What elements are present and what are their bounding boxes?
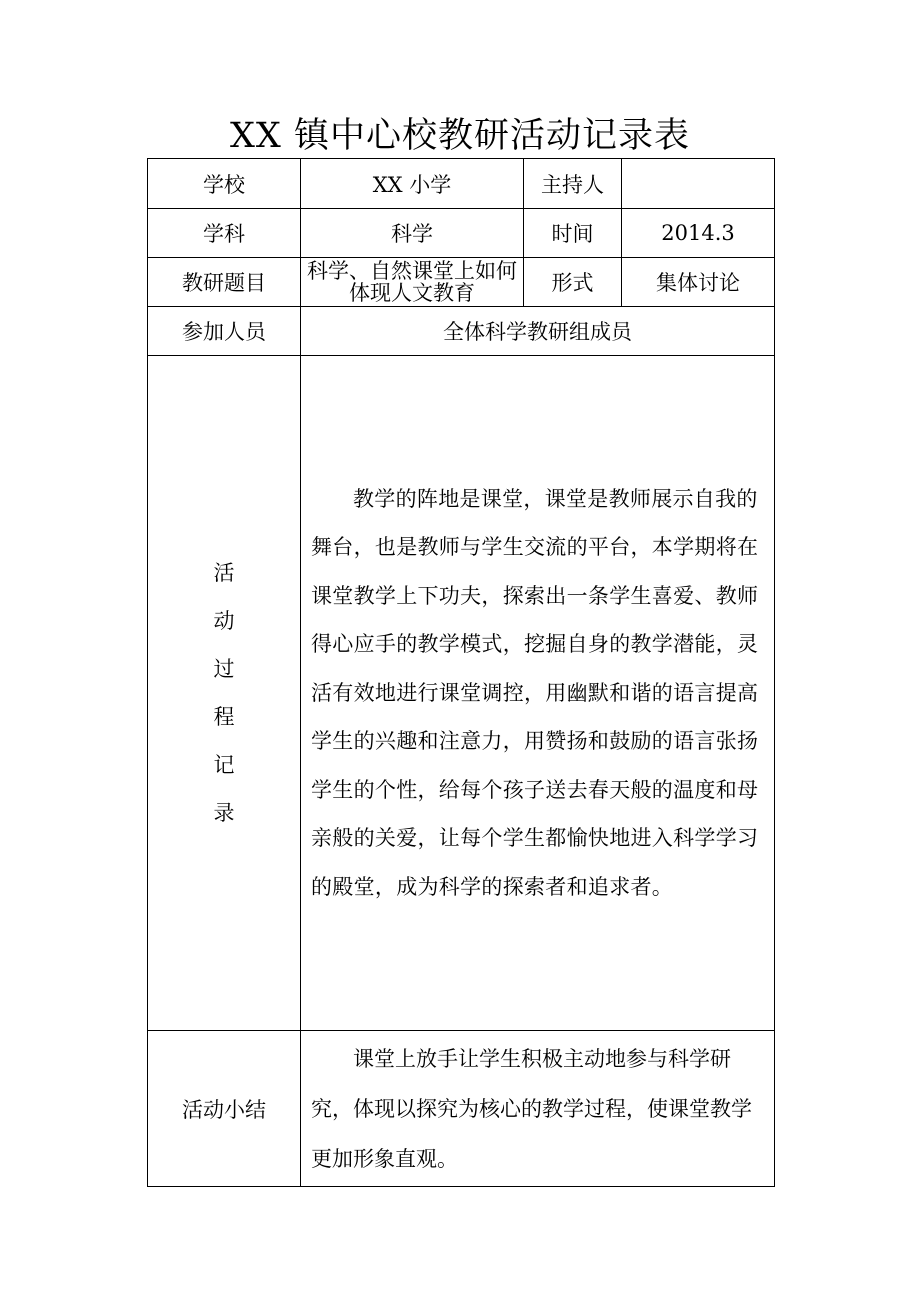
table-row-school — [148, 159, 775, 209]
table-row-topic — [148, 258, 775, 307]
activity-label-chars — [214, 549, 235, 837]
table-row-summary — [148, 1031, 775, 1187]
participants-label: 参加人员 — [148, 307, 301, 356]
host-value — [622, 159, 775, 209]
time-value: 2014.3 — [622, 209, 775, 258]
participants-value: 全体科学教研组成员 — [301, 307, 775, 356]
topic-value: 科学、自然课堂上如何体现人文教育 — [301, 258, 524, 307]
host-label: 主持人 — [524, 159, 622, 209]
summary-cell — [301, 1031, 775, 1187]
record-table — [147, 158, 775, 1187]
subject-value: 科学 — [301, 209, 524, 258]
activity-label-char: 记 — [213, 753, 235, 777]
activity-label-char: 程 — [213, 705, 235, 729]
format-label: 形式 — [524, 258, 622, 307]
table-row-subject — [148, 209, 775, 258]
subject-label: 学科 — [148, 209, 301, 258]
topic-label: 教研题目 — [148, 258, 301, 307]
table-row-activity — [148, 356, 775, 1031]
activity-label — [148, 356, 301, 1031]
activity-record-text: 教学的阵地是课堂，课堂是教师展示自我的舞台，也是教师与学生交流的平台，本学期将在课堂教学上下功夫，探索出一条学生喜爱、教师得心应手的教学模式，挖掘自身的教学潜能，灵活有效地进行课堂调控，用幽默和谐的语言提高学生的兴趣和注意力，用赞扬和鼓励的语言张扬学生的个性，给每个孩子送去春天般的温度和母亲般的关爱，让每个学生都愉快地进入科学学习的殿堂，成为科学的探索者和追求者。 — [311, 486, 759, 899]
summary-text: 课堂上放手让学生积极主动地参与科学研究，体现以探究为核心的教学过程，使课堂教学更加形象直观。 — [311, 1046, 752, 1171]
time-label: 时间 — [524, 209, 622, 258]
school-value: XX 小学 — [301, 159, 524, 209]
format-value: 集体讨论 — [622, 258, 775, 307]
activity-label-char: 录 — [213, 801, 235, 825]
school-label: 学校 — [148, 159, 301, 209]
page-title: XX 镇中心校教研活动记录表 — [230, 116, 690, 156]
summary-label: 活动小结 — [148, 1031, 301, 1187]
activity-label-char: 动 — [213, 609, 235, 633]
table-row-participants — [148, 307, 775, 356]
activity-label-char: 过 — [213, 657, 235, 681]
activity-label-char: 活 — [213, 561, 235, 585]
activity-record-cell — [301, 356, 775, 1031]
